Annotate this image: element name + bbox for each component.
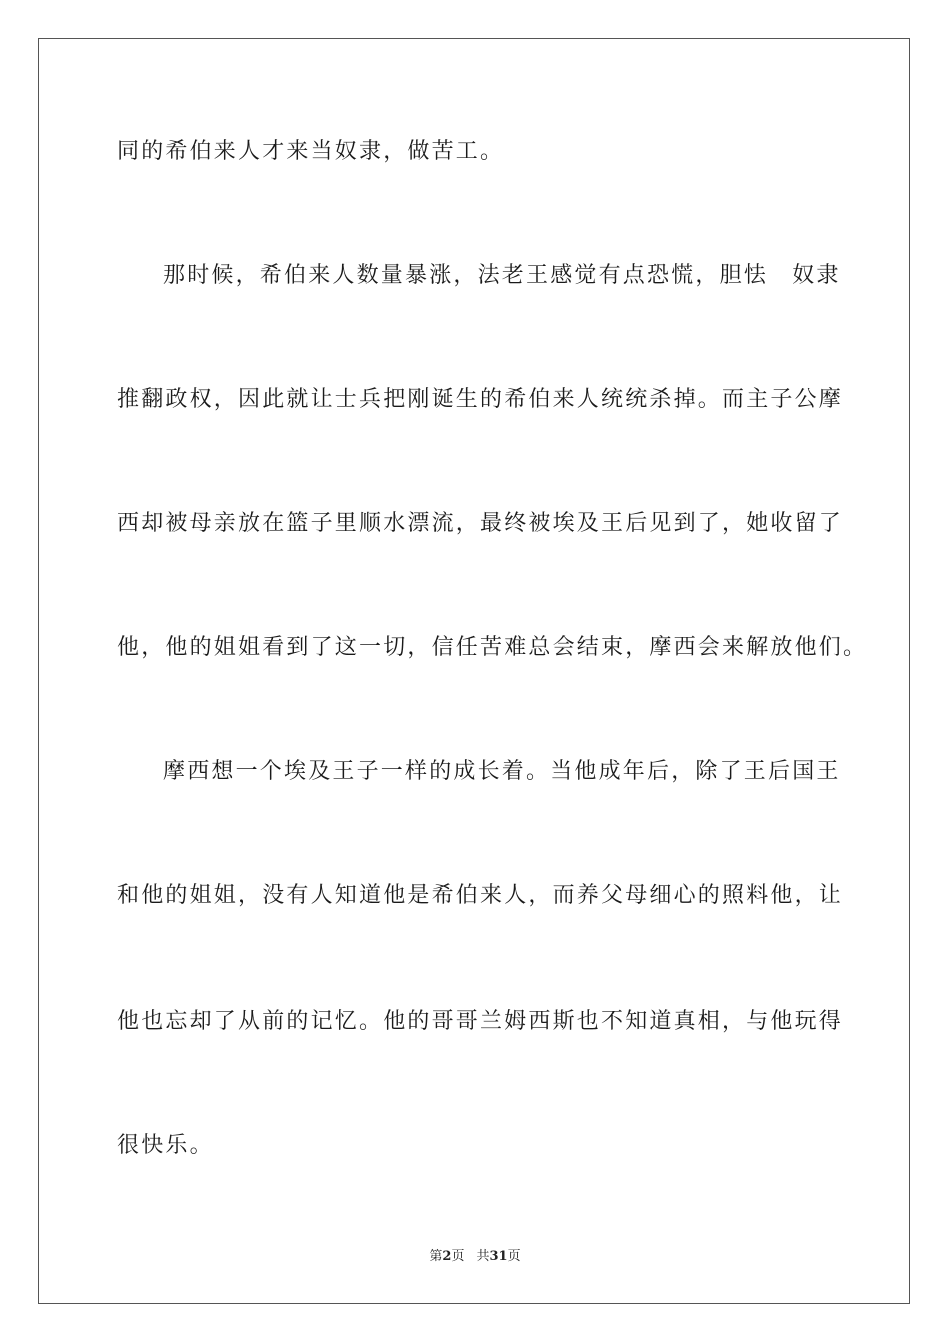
total-pages: 31 <box>489 1249 508 1264</box>
total-suffix: 页 <box>507 1249 521 1264</box>
paragraph-line: 那时候，希伯来人数量暴涨，法老王感觉有点恐慌，胆怯 奴隶 <box>163 263 841 288</box>
paragraph-line: 同的希伯来人才来当奴隶，做苦工。 <box>117 139 505 164</box>
paragraph-line: 他也忘却了从前的记忆。他的哥哥兰姆西斯也不知道真相，与他玩得 <box>117 1009 844 1034</box>
page-suffix: 页 <box>451 1249 465 1264</box>
paragraph-line: 西却被母亲放在篮子里顺水漂流，最终被埃及王后见到了，她收留了 <box>117 511 844 536</box>
page-border <box>38 38 910 1304</box>
paragraph-line: 很快乐。 <box>117 1133 214 1158</box>
total-prefix: 共 <box>476 1249 490 1264</box>
page-prefix: 第 <box>429 1249 443 1264</box>
paragraph-line: 他，他的姐姐看到了这一切，信任苦难总会结束，摩西会来解放他们。 <box>117 635 868 660</box>
paragraph-line: 摩西想一个埃及王子一样的成长着。当他成年后，除了王后国王 <box>163 759 841 784</box>
page-number: 2 <box>442 1249 452 1264</box>
page-footer <box>0 1248 950 1266</box>
paragraph-line: 推翻政权，因此就让士兵把刚诞生的希伯来人统统杀掉。而主子公摩 <box>117 387 844 412</box>
paragraph-line: 和他的姐姐，没有人知道他是希伯来人，而养父母细心的照料他，让 <box>117 883 844 908</box>
